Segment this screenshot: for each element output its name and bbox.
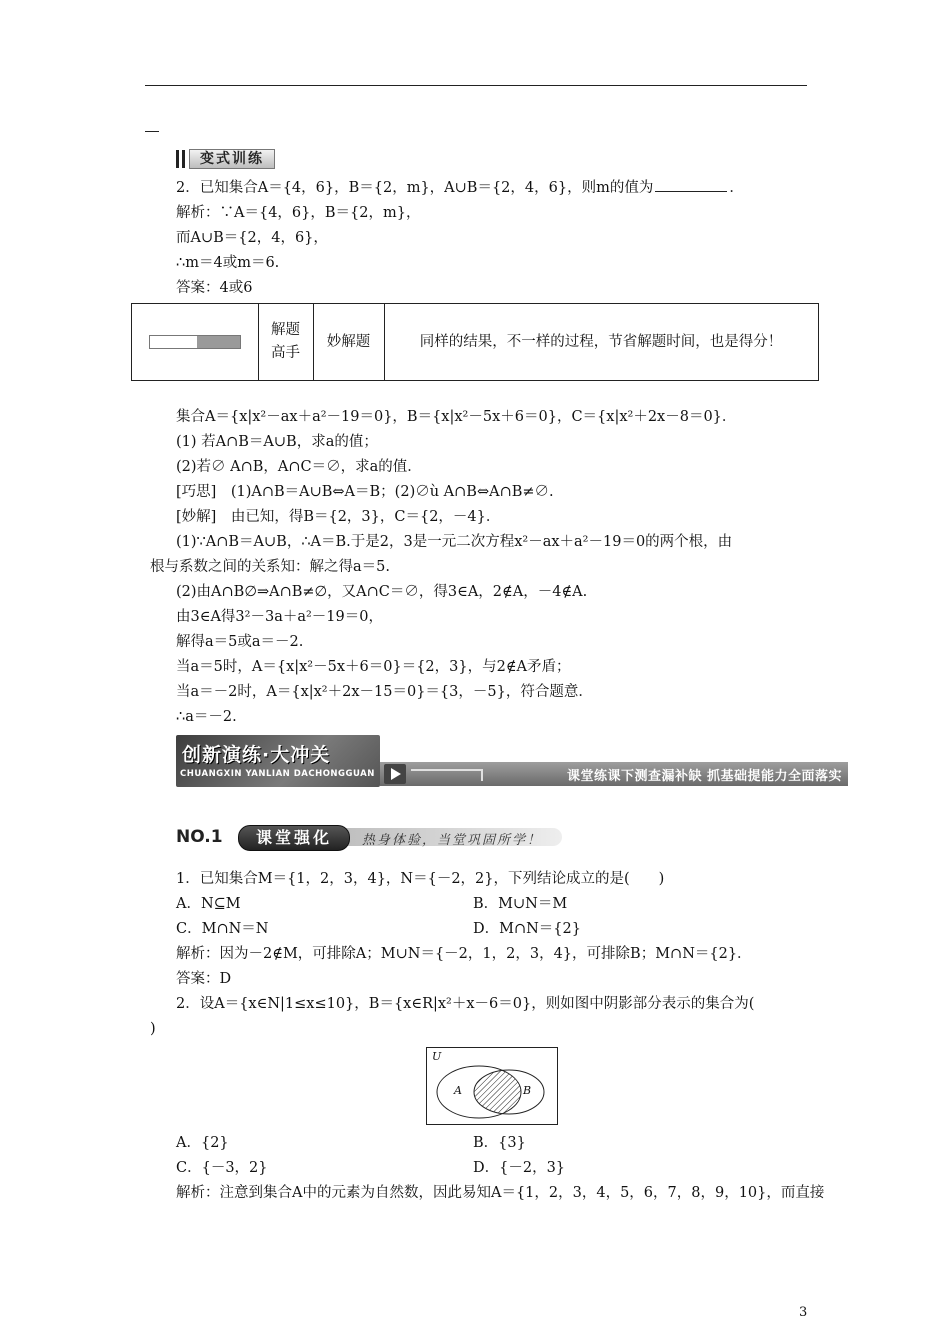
example-line: [巧思] (1)A∩B＝A∪B⇔A＝B；(2)∅ù A∩B⇔A∩B≠∅. bbox=[176, 484, 554, 500]
answer-blank bbox=[655, 177, 727, 192]
example-line: 当a＝－2时，A＝{x|x²＋2x－15＝0}＝{3，－5}，符合题意． bbox=[176, 684, 593, 700]
bars-icon bbox=[176, 150, 185, 168]
page-number: 3 bbox=[799, 1305, 808, 1320]
answer-line: 答案：D bbox=[176, 971, 232, 987]
chuangxin-subtitle: CHUANGXIN YANLIAN DACHONGGUAN bbox=[180, 769, 375, 779]
tip-text: 同样的结果，不一样的过程，节省解题时间，也是得分！ bbox=[419, 333, 783, 350]
question-2: 2．已知集合A＝{4，6}，B＝{2，m}，A∪B＝{2，4，6}，则m的值为 ． bbox=[176, 177, 744, 198]
example-line: ∴a＝－2. bbox=[176, 709, 237, 725]
option-a: A．N⊆M bbox=[176, 896, 241, 912]
option-c: C．M∩N＝N bbox=[176, 921, 269, 937]
option-b: B．{3} bbox=[473, 1135, 526, 1151]
question-2b-end: ) bbox=[150, 1021, 156, 1037]
example-line: (1) 若A∩B＝A∪B，求a的值； bbox=[176, 434, 378, 450]
option-d: D．{－2，3} bbox=[473, 1160, 566, 1176]
chuangxin-logo bbox=[176, 735, 380, 787]
solution-line: 解析：注意到集合A中的元素为自然数，因此易知A＝{1，2，3，4，5，6，7，8，9，10}，而直接 bbox=[176, 1185, 825, 1201]
tip-title-line: 高手 bbox=[271, 345, 300, 361]
no1-banner bbox=[176, 825, 562, 851]
example-line: (2)若∅ A∩B，A∩C＝∅，求a的值． bbox=[176, 459, 422, 475]
venn-label-a: A bbox=[454, 1084, 462, 1097]
option-b: B．M∪N＝M bbox=[473, 896, 568, 912]
tip-text-cell bbox=[384, 304, 818, 380]
venn-label-u: U bbox=[432, 1050, 442, 1063]
solution-line: 解析：∵A＝{4，6}，B＝{2，m}， bbox=[176, 205, 421, 221]
dash-mark bbox=[145, 131, 159, 132]
venn-label-b: B bbox=[523, 1084, 532, 1097]
tip-logo-cell bbox=[132, 304, 259, 380]
no1-slogan: 热身体验，当堂巩固所学！ bbox=[362, 833, 543, 848]
chuangxin-title: 创新演练·大冲关 bbox=[182, 744, 331, 766]
option-c: C．{－3，2} bbox=[176, 1160, 268, 1176]
example-line: 根与系数之间的关系知：解之得a＝5. bbox=[150, 559, 390, 575]
option-d: D．M∩N＝{2} bbox=[473, 921, 581, 937]
question-2b: 2．设A＝{x∈N|1≤x≤10}，B＝{x∈R|x²＋x－6＝0}，则如图中阴影部分表示的集合为( bbox=[176, 996, 755, 1012]
solution-line: 而A∪B＝{2，4，6}， bbox=[176, 230, 328, 246]
step-decoration bbox=[411, 769, 483, 781]
tip-subtitle: 妙解题 bbox=[326, 333, 371, 350]
section-banner-bianshi bbox=[176, 149, 275, 169]
play-icon bbox=[384, 764, 406, 784]
no1-label: 课堂强化 bbox=[238, 825, 350, 851]
example-line: (1)∵A∩B＝A∪B，∴A＝B.于是2，3是一元二次方程x²－ax＋a²－19＝0的两个根，由 bbox=[176, 534, 733, 550]
example-line: (2)由A∩B∅⇒A∩B≠∅，又A∩C＝∅，得3∈A，2∉A，－4∉A. bbox=[176, 584, 588, 600]
chuangxin-slogan: 课堂练课下测查漏补缺 抓基础提能力全面落实 bbox=[566, 769, 842, 784]
tip-logo-icon bbox=[149, 335, 241, 349]
venn-diagram bbox=[426, 1047, 558, 1125]
example-line: 由3∈A得3²－3a＋a²－19＝0， bbox=[176, 609, 383, 625]
example-line: [妙解] 由已知，得B＝{2，3}，C＝{2，－4}． bbox=[176, 509, 501, 525]
header-rule bbox=[145, 85, 807, 86]
section-label: 变式训练 bbox=[189, 149, 275, 169]
example-line: 当a＝5时，A＝{x|x²－5x＋6＝0}＝{2，3}，与2∉A矛盾； bbox=[176, 659, 571, 675]
solution-line: ∴m＝4或m＝6. bbox=[176, 255, 280, 271]
example-line: 集合A＝{x|x²－ax＋a²－19＝0}，B＝{x|x²－5x＋6＝0}，C＝{x|x²＋2x－8＝0}． bbox=[176, 409, 737, 425]
question-1: 1．已知集合M＝{1，2，3，4}，N＝{－2，2}，下列结论成立的是( ) bbox=[176, 871, 665, 887]
option-a: A．{2} bbox=[176, 1135, 229, 1151]
solution-line: 解析：因为－2∉M，可排除A；M∪N＝{－2，1，2，3，4}，可排除B；M∩N＝{2}． bbox=[176, 946, 752, 962]
answer-line: 答案：4或6 bbox=[176, 280, 253, 296]
tip-title-line: 解题 bbox=[271, 322, 300, 338]
tip-title-cell bbox=[258, 304, 314, 380]
chuangxin-banner bbox=[176, 735, 848, 787]
tip-table bbox=[131, 303, 819, 381]
example-line: 解得a＝5或a＝－2. bbox=[176, 634, 304, 650]
no1-number: NO.1 bbox=[176, 827, 223, 847]
tip-subtitle-cell bbox=[313, 304, 385, 380]
